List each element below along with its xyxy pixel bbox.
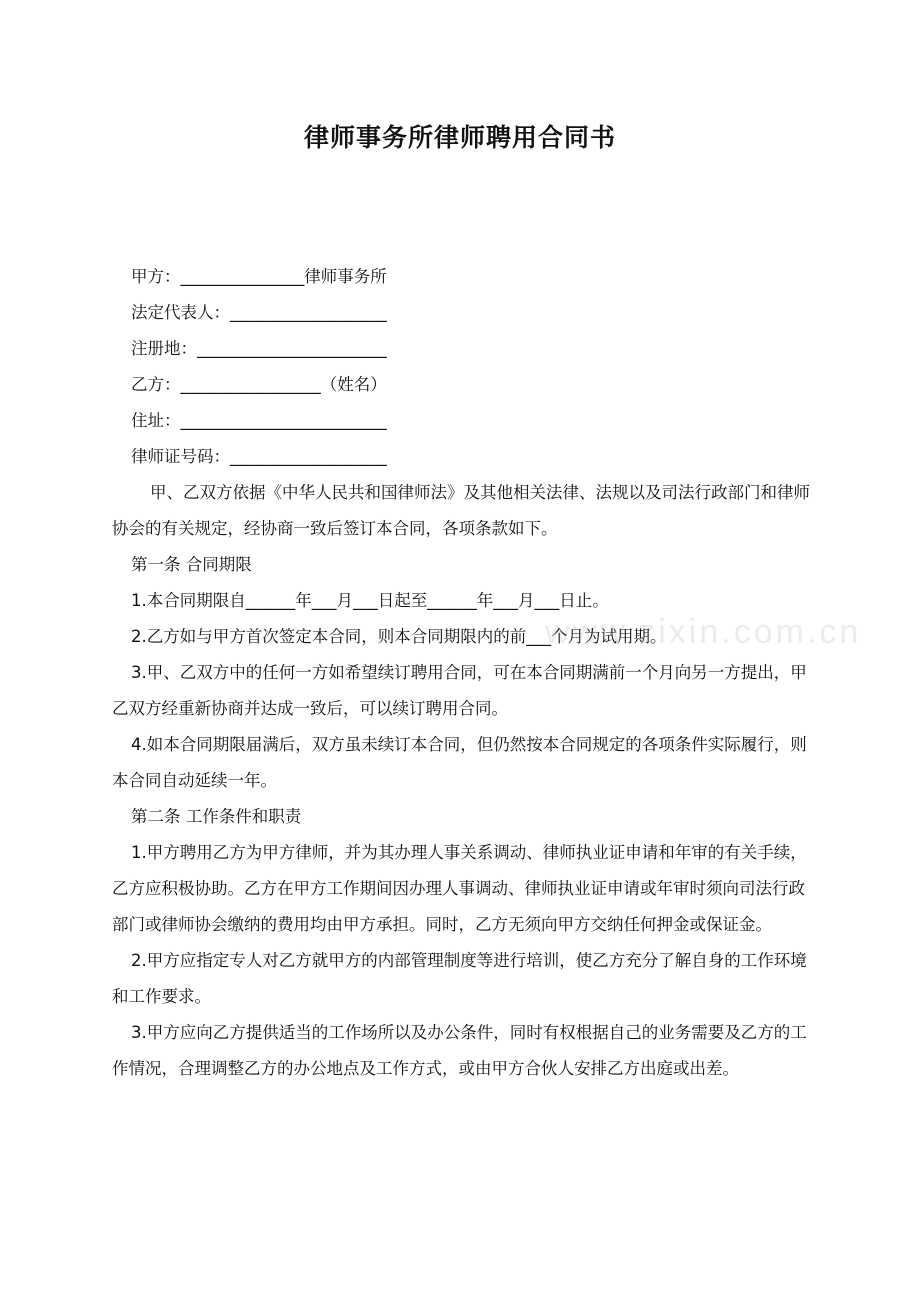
article-2-clause-1 bbox=[112, 835, 812, 943]
article-1-clause-3 bbox=[112, 655, 812, 727]
article-2-heading: 第二条 工作条件和职责 bbox=[131, 807, 302, 826]
clause-text: 4.如本合同期限届满后，双方虽未续订本合同，但仍然按本合同规定的各项条件实际履行，则本合同自动延续一年。 bbox=[112, 735, 807, 790]
clause-text: 1.本合同期限自______年___月___日起至______年___月___日止。 bbox=[131, 591, 609, 610]
clause-text: 3.甲方应向乙方提供适当的工作场所以及办公条件，同时有权根据自己的业务需要及乙方的工作情况，合理调整乙方的办公地点及工作方式，或由甲方合伙人安排乙方出庭或出差。 bbox=[112, 1023, 807, 1078]
clause-text: 2.乙方如与甲方首次签定本合同，则本合同期限内的前___个月为试用期。 bbox=[131, 627, 667, 646]
article-1-clause-4 bbox=[112, 727, 812, 799]
party-b-line: 乙方：_________________（姓名） bbox=[131, 375, 387, 394]
document-title: 律师事务所律师聘用合同书 bbox=[303, 123, 616, 152]
clause-text: 1.甲方聘用乙方为甲方律师，并为其办理人事关系调动、律师执业证申请和年审的有关手续，乙方应积极协助。乙方在甲方工作期间因办理人事调动、律师执业证申请或年审时须向司法行政部门或律师协会缴纳的费用均由甲方承担。同时，乙方无须向甲方交纳任何押金或保证金。 bbox=[112, 843, 807, 934]
article-1-heading: 第一条 合同期限 bbox=[131, 555, 252, 574]
document-body bbox=[112, 259, 812, 1087]
article-2-clause-2 bbox=[112, 943, 812, 1015]
article-1-clause-2 bbox=[112, 619, 812, 655]
preamble-paragraph bbox=[112, 475, 812, 547]
party-a-line: 甲方：_______________律师事务所 bbox=[131, 267, 387, 286]
clause-text: 2.甲方应指定专人对乙方就甲方的内部管理制度等进行培训，使乙方充分了解自身的工作环境和工作要求。 bbox=[112, 951, 807, 1006]
clause-text: 3.甲、乙双方中的任何一方如希望续订聘用合同，可在本合同期满前一个月向另一方提出，甲乙双方经重新协商并达成一致后，可以续订聘用合同。 bbox=[112, 663, 807, 718]
license-number-line: 律师证号码：___________________ bbox=[131, 447, 387, 466]
preamble-text: 甲、乙双方依据《中华人民共和国律师法》及其他相关法律、法规以及司法行政部门和律师协会的有关规定，经协商一致后签订本合同，各项条款如下。 bbox=[112, 483, 810, 538]
watermark: www.zixin.com.cn bbox=[545, 613, 862, 651]
address-line: 住址：_________________________ bbox=[131, 411, 387, 430]
article-2-clause-3 bbox=[112, 1015, 812, 1087]
registered-address-line: 注册地：_______________________ bbox=[131, 339, 387, 358]
legal-rep-line: 法定代表人：___________________ bbox=[131, 303, 387, 322]
article-1-clause-1 bbox=[112, 583, 812, 619]
